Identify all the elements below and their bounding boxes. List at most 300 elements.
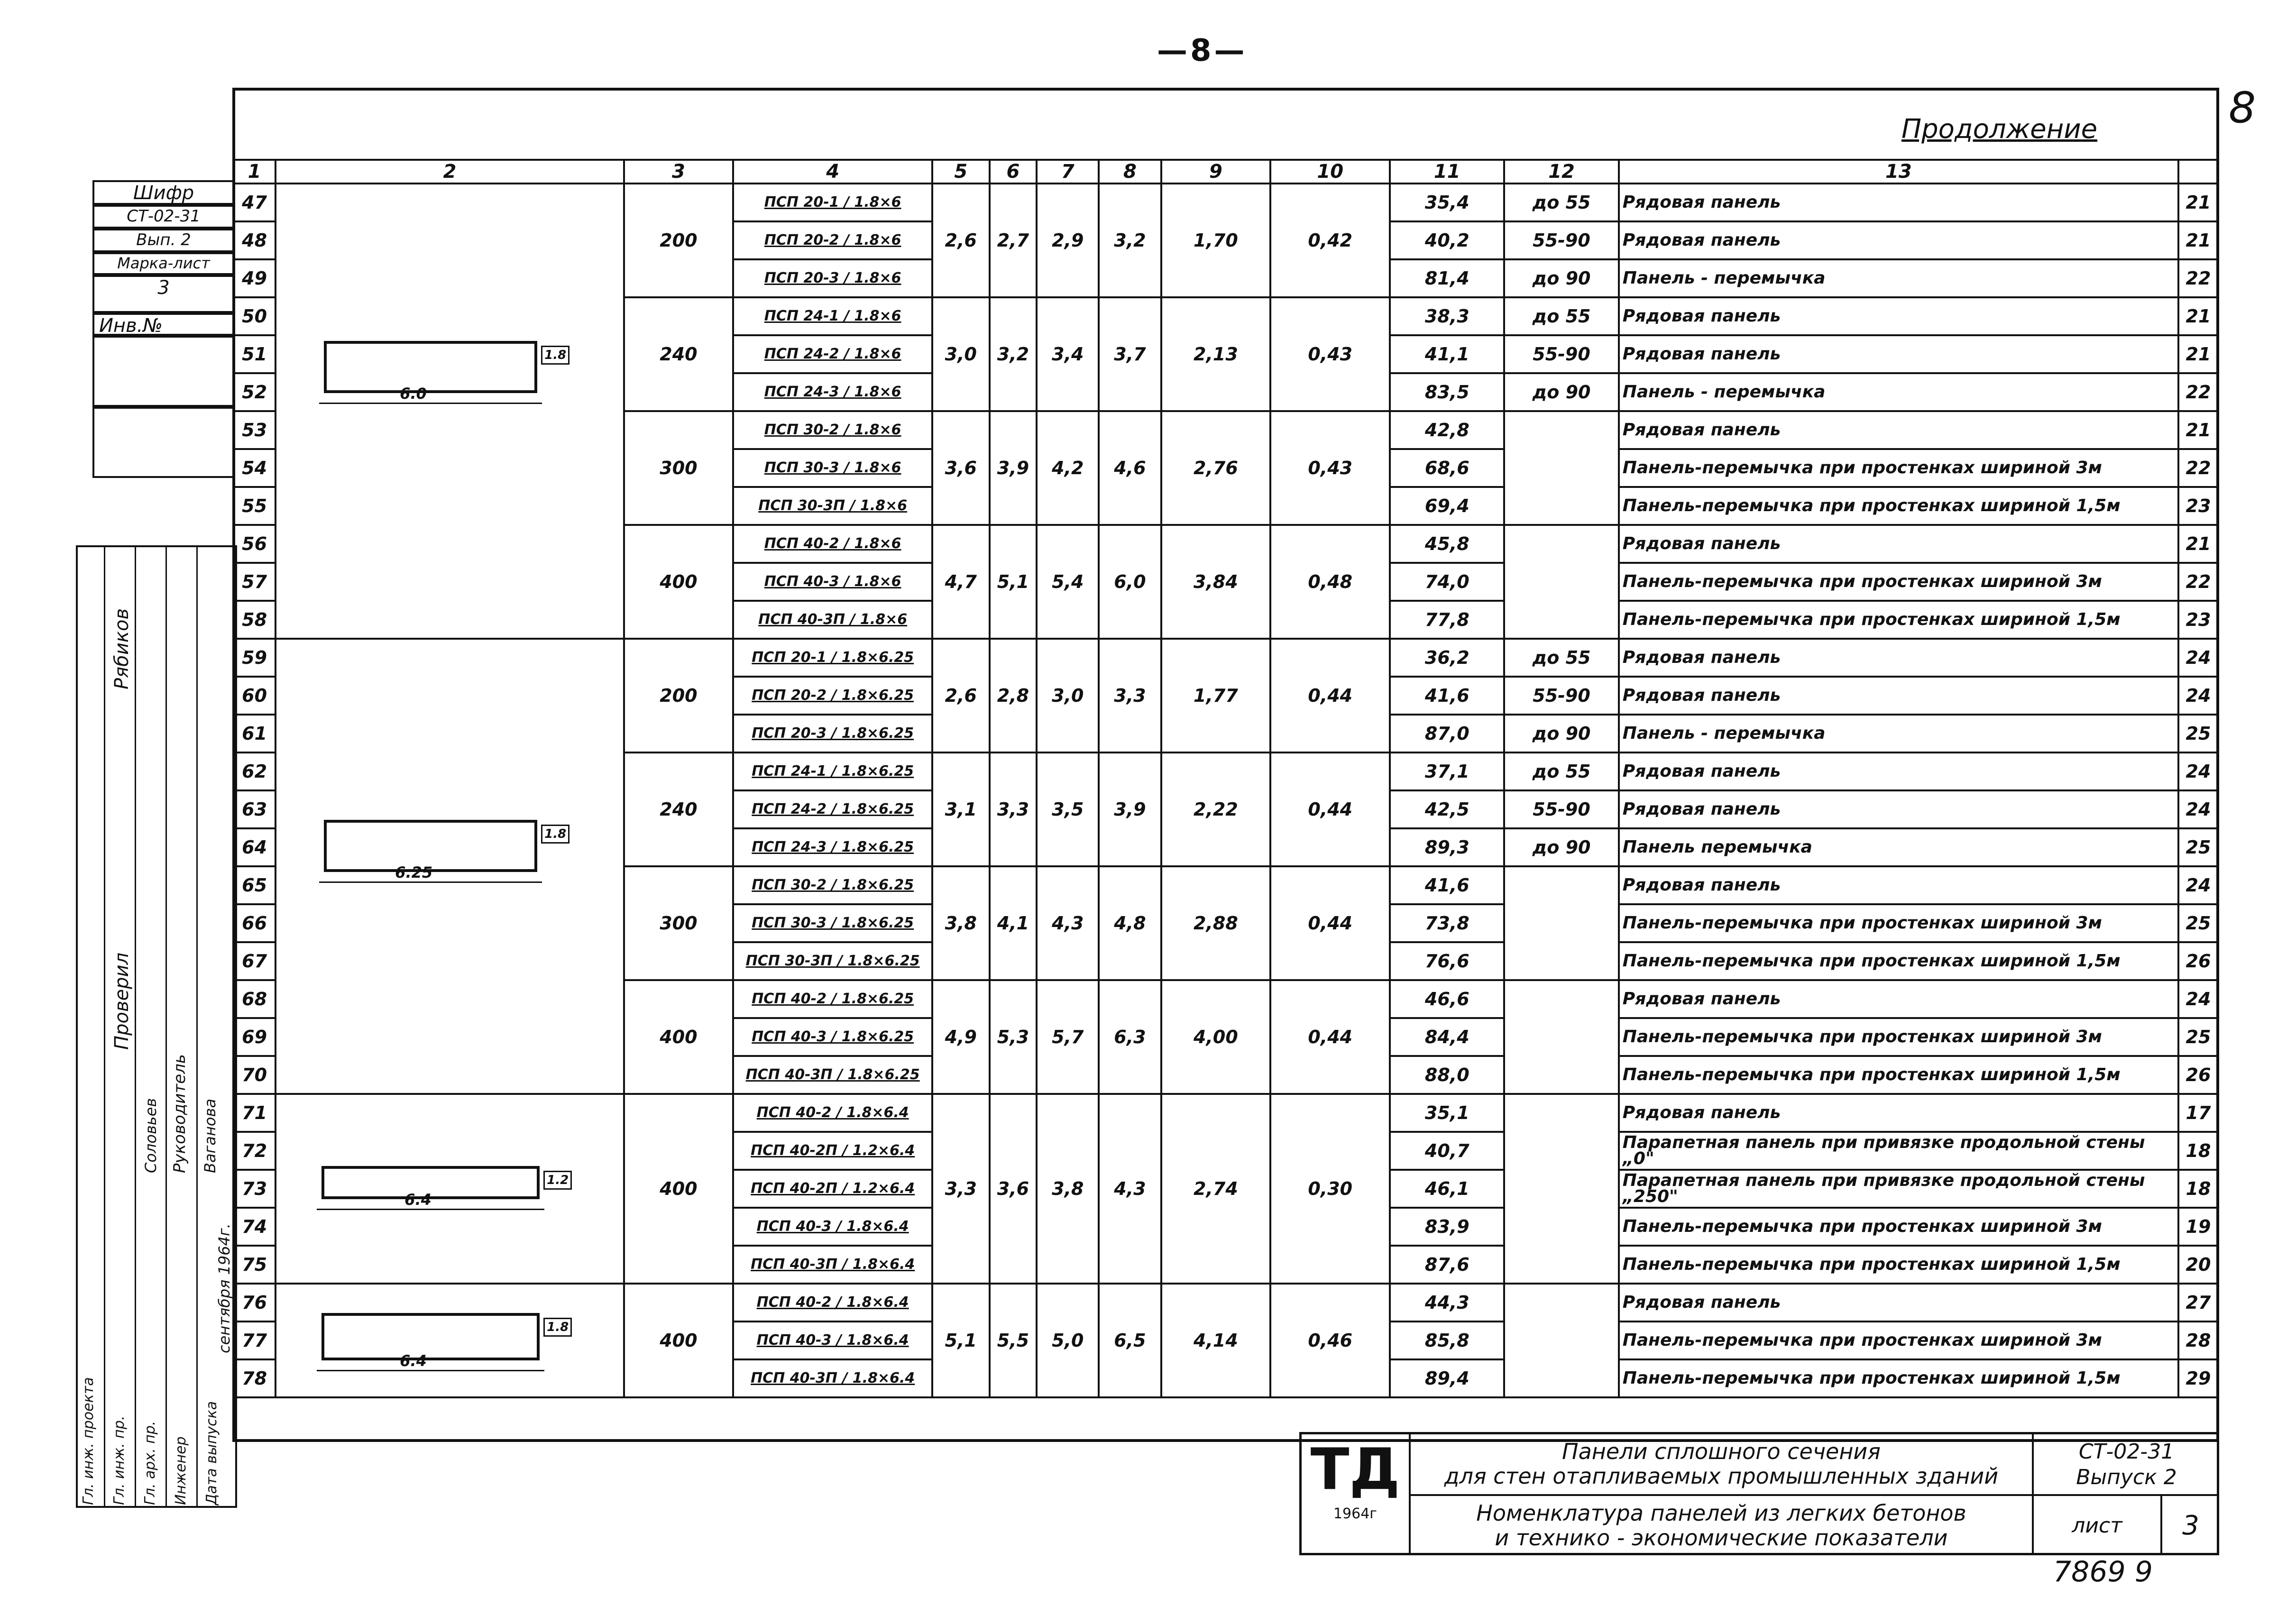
archive-number: 7869 9 <box>2053 1555 2153 1588</box>
thickness-value: 240 <box>624 297 734 411</box>
panel-description: Панель-перемычка при простенках шириной 3м <box>1619 1208 2178 1246</box>
range-value: 55-90 <box>1504 790 1618 828</box>
group-value-c9: 4,14 <box>1161 1284 1271 1397</box>
panel-mark: ПСП 24-1 / 1.8×6.25 <box>733 753 932 790</box>
sheet-ref: 21 <box>2178 335 2218 373</box>
panel-mark: ПСП 40-3 / 1.8×6.25 <box>733 1018 932 1056</box>
range-value <box>1504 411 1618 525</box>
stamp-name-3: Руководитель <box>170 1054 189 1173</box>
group-value-c7: 3,8 <box>1037 1094 1099 1284</box>
panel-mark: ПСП 24-2 / 1.8×6 <box>733 335 932 373</box>
row-number: 59 <box>233 639 276 677</box>
stamp-date: сентября 1964г. <box>215 1223 233 1353</box>
weight-value: 68,6 <box>1390 449 1504 487</box>
panel-shape <box>276 639 624 1094</box>
row-number: 50 <box>233 297 276 335</box>
panel-width-label: 6.0 <box>400 385 427 403</box>
panel-width-label: 6.25 <box>395 863 433 881</box>
row-number: 77 <box>233 1322 276 1359</box>
group-value-c9: 2,74 <box>1161 1094 1271 1284</box>
row-number: 58 <box>233 601 276 639</box>
sheet-ref: 23 <box>2178 487 2218 525</box>
group-value-c8: 3,2 <box>1099 184 1161 297</box>
sheet-ref: 18 <box>2178 1132 2218 1170</box>
weight-value: 69,4 <box>1390 487 1504 525</box>
panel-height-label: 1.8 <box>541 346 569 365</box>
dimension-line <box>317 1209 544 1210</box>
weight-value: 77,8 <box>1390 601 1504 639</box>
weight-value: 81,4 <box>1390 259 1504 297</box>
group-value-c9: 4,00 <box>1161 980 1271 1094</box>
group-value-c6: 5,5 <box>990 1284 1037 1397</box>
panel-description: Рядовая панель <box>1619 184 2178 221</box>
group-value-c10: 0,42 <box>1270 184 1390 297</box>
panel-mark: ПСП 40-2 / 1.8×6 <box>733 525 932 563</box>
group-value-c8: 4,3 <box>1099 1094 1161 1284</box>
thickness-value: 200 <box>624 639 734 753</box>
range-value: до 55 <box>1504 297 1618 335</box>
sheet-ref: 26 <box>2178 942 2218 980</box>
stamp-name-1: Рябиков <box>111 608 133 689</box>
panel-mark: ПСП 30-3П / 1.8×6 <box>733 487 932 525</box>
weight-value: 83,5 <box>1390 373 1504 411</box>
panel-width-label: 6.4 <box>400 1352 427 1370</box>
panel-mark: ПСП 40-3 / 1.8×6 <box>733 563 932 601</box>
range-value <box>1504 525 1618 639</box>
sheet-ref: 26 <box>2178 1056 2218 1094</box>
panel-description: Рядовая панель <box>1619 753 2178 790</box>
panel-mark: ПСП 40-2П / 1.2×6.4 <box>733 1132 932 1170</box>
row-number: 52 <box>233 373 276 411</box>
title-line-1: Панели сплошного сечения <box>1562 1439 1881 1464</box>
stamp-role-2: Гл. инж. пр. <box>111 1415 128 1505</box>
row-number: 48 <box>233 221 276 259</box>
group-value-c5: 3,3 <box>932 1094 990 1284</box>
panel-mark: ПСП 40-3П / 1.8×6 <box>733 601 932 639</box>
col-header: 9 <box>1161 160 1271 184</box>
stamp-role-5: Дата выпуска <box>203 1401 220 1505</box>
col-header: 5 <box>932 160 990 184</box>
panel-height-label: 1.8 <box>543 1318 572 1337</box>
weight-value: 40,7 <box>1390 1132 1504 1170</box>
group-value-c10: 0,43 <box>1270 297 1390 411</box>
thickness-value: 240 <box>624 753 734 866</box>
group-value-c6: 3,3 <box>990 753 1037 866</box>
page-number: —8— <box>1157 33 1248 68</box>
row-number: 73 <box>233 1170 276 1208</box>
title-line-2: для стен отапливаемых промышленных зданий <box>1444 1463 1999 1489</box>
group-value-c5: 2,6 <box>932 639 990 753</box>
group-value-c9: 1,70 <box>1161 184 1271 297</box>
panel-mark: ПСП 24-3 / 1.8×6 <box>733 373 932 411</box>
weight-value: 89,4 <box>1390 1359 1504 1397</box>
row-number: 64 <box>233 828 276 866</box>
group-value-c6: 5,1 <box>990 525 1037 639</box>
group-value-c7: 4,3 <box>1037 866 1099 980</box>
group-value-c5: 5,1 <box>932 1284 990 1397</box>
title-block <box>1299 1432 2219 1555</box>
doc-issue: Выпуск 2 <box>2076 1465 2177 1489</box>
panel-height-label: 1.2 <box>543 1171 572 1190</box>
row-number: 72 <box>233 1132 276 1170</box>
group-value-c6: 3,9 <box>990 411 1037 525</box>
row-number: 75 <box>233 1246 276 1284</box>
thickness-value: 400 <box>624 1284 734 1397</box>
panel-description: Панель - перемычка <box>1619 373 2178 411</box>
weight-value: 36,2 <box>1390 639 1504 677</box>
panel-description: Панель-перемычка при простенках шириной 1,5м <box>1619 1056 2178 1094</box>
row-number: 53 <box>233 411 276 449</box>
stamp-name-4: Соловьев <box>142 1098 160 1173</box>
weight-value: 42,8 <box>1390 411 1504 449</box>
weight-value: 46,6 <box>1390 980 1504 1018</box>
panel-mark: ПСП 20-1 / 1.8×6 <box>733 184 932 221</box>
panel-description: Парапетная панель при привязке продольной стены „250" <box>1619 1170 2178 1208</box>
row-number: 76 <box>233 1284 276 1322</box>
thickness-value: 400 <box>624 525 734 639</box>
continuation-label: Продолжение <box>1901 114 2098 145</box>
panel-mark: ПСП 40-2 / 1.8×6.4 <box>733 1094 932 1132</box>
group-value-c5: 3,8 <box>932 866 990 980</box>
corner-number: 8 <box>2229 83 2256 133</box>
row-number: 65 <box>233 866 276 904</box>
signature-stamp <box>76 545 237 1508</box>
stamp-name-2: Проверил <box>111 952 133 1050</box>
panel-description: Панель - перемычка <box>1619 259 2178 297</box>
weight-value: 83,9 <box>1390 1208 1504 1246</box>
dimension-line <box>319 881 542 883</box>
range-value: до 90 <box>1504 373 1618 411</box>
sheet-number-box: 3 <box>2182 1510 2199 1541</box>
col-header: 12 <box>1504 160 1618 184</box>
col-header: 6 <box>990 160 1037 184</box>
table-row <box>233 1094 2218 1132</box>
sheet-ref: 17 <box>2178 1094 2218 1132</box>
group-value-c10: 0,46 <box>1270 1284 1390 1397</box>
sheet-ref: 21 <box>2178 411 2218 449</box>
group-value-c9: 3,84 <box>1161 525 1271 639</box>
group-value-c7: 3,0 <box>1037 639 1099 753</box>
group-value-c10: 0,43 <box>1270 411 1390 525</box>
panel-description: Рядовая панель <box>1619 221 2178 259</box>
sheet-ref: 22 <box>2178 373 2218 411</box>
weight-value: 74,0 <box>1390 563 1504 601</box>
col-header: 10 <box>1270 160 1390 184</box>
row-number: 61 <box>233 715 276 753</box>
range-value: до 90 <box>1504 828 1618 866</box>
sheet-ref: 24 <box>2178 753 2218 790</box>
group-value-c7: 5,4 <box>1037 525 1099 639</box>
sheet-ref: 28 <box>2178 1322 2218 1359</box>
group-value-c9: 2,76 <box>1161 411 1271 525</box>
range-value: 55-90 <box>1504 677 1618 715</box>
subtitle-line-2: и технико - экономические показатели <box>1495 1525 1948 1551</box>
panel-mark: ПСП 40-3 / 1.8×6.4 <box>733 1208 932 1246</box>
sheet-ref: 25 <box>2178 904 2218 942</box>
group-value-c7: 3,5 <box>1037 753 1099 866</box>
sheet-ref: 22 <box>2178 449 2218 487</box>
panel-mark: ПСП 20-2 / 1.8×6.25 <box>733 677 932 715</box>
panel-description: Рядовая панель <box>1619 639 2178 677</box>
weight-value: 87,0 <box>1390 715 1504 753</box>
stamp-role-3: Гл. арх. пр. <box>142 1421 158 1505</box>
group-value-c8: 6,5 <box>1099 1284 1161 1397</box>
sheet-ref: 19 <box>2178 1208 2218 1246</box>
cipher-label: Шифр <box>92 180 235 205</box>
panel-description: Панель-перемычка при простенках шириной 3м <box>1619 563 2178 601</box>
sheet-ref: 24 <box>2178 980 2218 1018</box>
group-value-c10: 0,30 <box>1270 1094 1390 1284</box>
panel-mark: ПСП 24-1 / 1.8×6 <box>733 297 932 335</box>
group-value-c6: 3,2 <box>990 297 1037 411</box>
group-value-c8: 4,8 <box>1099 866 1161 980</box>
panel-mark: ПСП 30-2 / 1.8×6 <box>733 411 932 449</box>
panel-shape <box>276 184 624 639</box>
group-value-c8: 6,3 <box>1099 980 1161 1094</box>
subtitle <box>1411 1496 2032 1555</box>
panel-mark: ПСП 30-2 / 1.8×6.25 <box>733 866 932 904</box>
row-number: 51 <box>233 335 276 373</box>
col-header: 3 <box>624 160 734 184</box>
logo-mark: ТД <box>1310 1437 1400 1503</box>
sidebar-info <box>92 180 235 478</box>
dimension-line <box>319 403 542 404</box>
row-number: 68 <box>233 980 276 1018</box>
sheet-number: 3 <box>92 275 235 313</box>
stamp-name-5: Ваганова <box>201 1099 219 1173</box>
row-number: 69 <box>233 1018 276 1056</box>
weight-value: 41,6 <box>1390 866 1504 904</box>
sheet-info <box>2032 1496 2219 1555</box>
group-value-c9: 2,22 <box>1161 753 1271 866</box>
col-header: 7 <box>1037 160 1099 184</box>
sheet-ref: 20 <box>2178 1246 2218 1284</box>
group-value-c10: 0,44 <box>1270 980 1390 1094</box>
panel-mark: ПСП 30-3П / 1.8×6.25 <box>733 942 932 980</box>
row-number: 71 <box>233 1094 276 1132</box>
row-number: 74 <box>233 1208 276 1246</box>
panel-mark: ПСП 40-3П / 1.8×6.4 <box>733 1246 932 1284</box>
row-number: 70 <box>233 1056 276 1094</box>
table-row <box>233 184 2218 221</box>
panel-description: Рядовая панель <box>1619 1094 2178 1132</box>
thickness-value: 200 <box>624 184 734 297</box>
thickness-value: 300 <box>624 411 734 525</box>
doc-code <box>2032 1434 2219 1496</box>
range-value: 55-90 <box>1504 221 1618 259</box>
weight-value: 41,1 <box>1390 335 1504 373</box>
panel-description: Рядовая панель <box>1619 525 2178 563</box>
col-header <box>2178 160 2218 184</box>
brand-sheet-label: Марка-лист <box>92 252 235 275</box>
group-value-c6: 4,1 <box>990 866 1037 980</box>
table-row <box>233 639 2218 677</box>
cipher-value: СТ-02-31 <box>92 205 235 229</box>
thickness-value: 300 <box>624 866 734 980</box>
panel-mark: ПСП 40-2П / 1.2×6.4 <box>733 1170 932 1208</box>
group-value-c8: 3,9 <box>1099 753 1161 866</box>
col-header: 13 <box>1619 160 2178 184</box>
stamp-role-4: Инженер <box>173 1436 189 1505</box>
weight-value: 89,3 <box>1390 828 1504 866</box>
logo-year: 1964г <box>1333 1505 1378 1522</box>
panel-mark: ПСП 20-3 / 1.8×6.25 <box>733 715 932 753</box>
weight-value: 35,1 <box>1390 1094 1504 1132</box>
col-header: 8 <box>1099 160 1161 184</box>
panel-mark: ПСП 30-3 / 1.8×6.25 <box>733 904 932 942</box>
group-value-c8: 3,7 <box>1099 297 1161 411</box>
weight-value: 40,2 <box>1390 221 1504 259</box>
panel-mark: ПСП 40-3П / 1.8×6.4 <box>733 1359 932 1397</box>
panel-description: Панель-перемычка при простенках шириной 1,5м <box>1619 1359 2178 1397</box>
thickness-value: 400 <box>624 980 734 1094</box>
panel-description: Рядовая панель <box>1619 980 2178 1018</box>
logo <box>1302 1434 1411 1553</box>
sheet-ref: 21 <box>2178 297 2218 335</box>
sheet-ref: 21 <box>2178 525 2218 563</box>
panel-description: Рядовая панель <box>1619 297 2178 335</box>
group-value-c8: 4,6 <box>1099 411 1161 525</box>
weight-value: 85,8 <box>1390 1322 1504 1359</box>
range-value: до 90 <box>1504 715 1618 753</box>
panel-mark: ПСП 40-3П / 1.8×6.25 <box>733 1056 932 1094</box>
range-value <box>1504 1094 1618 1284</box>
group-value-c5: 3,1 <box>932 753 990 866</box>
panel-description: Рядовая панель <box>1619 677 2178 715</box>
group-value-c8: 3,3 <box>1099 639 1161 753</box>
inv-box <box>92 336 235 407</box>
col-header: 1 <box>233 160 276 184</box>
group-value-c7: 3,4 <box>1037 297 1099 411</box>
sheet-ref: 21 <box>2178 221 2218 259</box>
weight-value: 44,3 <box>1390 1284 1504 1322</box>
row-number: 49 <box>233 259 276 297</box>
panel-description: Панель-перемычка при простенках шириной 1,5м <box>1619 487 2178 525</box>
group-value-c6: 5,3 <box>990 980 1037 1094</box>
group-value-c10: 0,48 <box>1270 525 1390 639</box>
panel-outline <box>321 1313 540 1360</box>
panel-outline <box>324 341 537 393</box>
col-header: 2 <box>276 160 624 184</box>
sheet-ref: 22 <box>2178 563 2218 601</box>
panel-width-label: 6.4 <box>404 1191 432 1209</box>
sheet-ref: 24 <box>2178 677 2218 715</box>
panel-shape <box>276 1094 624 1284</box>
weight-value: 88,0 <box>1390 1056 1504 1094</box>
panel-description: Рядовая панель <box>1619 866 2178 904</box>
row-number: 54 <box>233 449 276 487</box>
col-header: 4 <box>733 160 932 184</box>
panel-mark: ПСП 40-2 / 1.8×6.4 <box>733 1284 932 1322</box>
panel-description: Панель-перемычка при простенках шириной 3м <box>1619 1018 2178 1056</box>
group-value-c7: 4,2 <box>1037 411 1099 525</box>
sheet-ref: 23 <box>2178 601 2218 639</box>
group-value-c9: 1,77 <box>1161 639 1271 753</box>
panel-description: Рядовая панель <box>1619 335 2178 373</box>
row-number: 63 <box>233 790 276 828</box>
weight-value: 42,5 <box>1390 790 1504 828</box>
group-value-c7: 5,7 <box>1037 980 1099 1094</box>
panel-description: Панель-перемычка при простенках шириной 1,5м <box>1619 601 2178 639</box>
weight-value: 46,1 <box>1390 1170 1504 1208</box>
sheet-ref: 25 <box>2178 828 2218 866</box>
row-number: 47 <box>233 184 276 221</box>
row-number: 62 <box>233 753 276 790</box>
sheet-ref: 21 <box>2178 184 2218 221</box>
thickness-value: 400 <box>624 1094 734 1284</box>
panel-mark: ПСП 20-1 / 1.8×6.25 <box>733 639 932 677</box>
row-number: 78 <box>233 1359 276 1397</box>
row-number: 57 <box>233 563 276 601</box>
group-value-c10: 0,44 <box>1270 866 1390 980</box>
range-value: до 55 <box>1504 184 1618 221</box>
group-value-c6: 2,7 <box>990 184 1037 297</box>
col-header: 11 <box>1390 160 1504 184</box>
weight-value: 76,6 <box>1390 942 1504 980</box>
sheet-ref: 25 <box>2178 1018 2218 1056</box>
weight-value: 37,1 <box>1390 753 1504 790</box>
panel-shape <box>276 1284 624 1397</box>
range-value: до 55 <box>1504 639 1618 677</box>
panel-description: Панель-перемычка при простенках шириной 3м <box>1619 904 2178 942</box>
group-value-c8: 6,0 <box>1099 525 1161 639</box>
panel-mark: ПСП 30-3 / 1.8×6 <box>733 449 932 487</box>
range-value: до 55 <box>1504 753 1618 790</box>
row-number: 67 <box>233 942 276 980</box>
range-value: 55-90 <box>1504 335 1618 373</box>
sheet-ref: 24 <box>2178 790 2218 828</box>
range-value: до 90 <box>1504 259 1618 297</box>
sheet-ref: 24 <box>2178 639 2218 677</box>
row-number: 66 <box>233 904 276 942</box>
panel-description: Панель-перемычка при простенках шириной 1,5м <box>1619 1246 2178 1284</box>
panel-description: Панель-перемычка при простенках шириной 1,5м <box>1619 942 2178 980</box>
panel-height-label: 1.8 <box>541 825 569 844</box>
table-row <box>233 1284 2218 1322</box>
panel-mark: ПСП 40-3 / 1.8×6.4 <box>733 1322 932 1359</box>
weight-value: 87,6 <box>1390 1246 1504 1284</box>
group-value-c9: 2,13 <box>1161 297 1271 411</box>
sheet-ref: 25 <box>2178 715 2218 753</box>
row-number: 55 <box>233 487 276 525</box>
sheet-ref: 22 <box>2178 259 2218 297</box>
panel-description: Панель - перемычка <box>1619 715 2178 753</box>
weight-value: 84,4 <box>1390 1018 1504 1056</box>
row-number: 60 <box>233 677 276 715</box>
subtitle-line-1: Номенклатура панелей из легких бетонов <box>1476 1500 1966 1526</box>
panel-description: Панель-перемычка при простенках шириной 3м <box>1619 1322 2178 1359</box>
panel-description: Парапетная панель при привязке продольной стены „0" <box>1619 1132 2178 1170</box>
panel-description: Панель-перемычка при простенках шириной 3м <box>1619 449 2178 487</box>
panel-mark: ПСП 20-3 / 1.8×6 <box>733 259 932 297</box>
weight-value: 38,3 <box>1390 297 1504 335</box>
weight-value: 73,8 <box>1390 904 1504 942</box>
panel-description: Рядовая панель <box>1619 1284 2178 1322</box>
group-value-c7: 5,0 <box>1037 1284 1099 1397</box>
inv-label: Инв.№ <box>92 313 235 336</box>
weight-value: 35,4 <box>1390 184 1504 221</box>
row-number: 56 <box>233 525 276 563</box>
group-value-c10: 0,44 <box>1270 639 1390 753</box>
range-value <box>1504 866 1618 980</box>
group-value-c5: 2,6 <box>932 184 990 297</box>
group-value-c6: 2,8 <box>990 639 1037 753</box>
panel-mark: ПСП 40-2 / 1.8×6.25 <box>733 980 932 1018</box>
range-value <box>1504 1284 1618 1397</box>
group-value-c6: 3,6 <box>990 1094 1037 1284</box>
sheet-ref: 18 <box>2178 1170 2218 1208</box>
title-main <box>1411 1434 2032 1496</box>
